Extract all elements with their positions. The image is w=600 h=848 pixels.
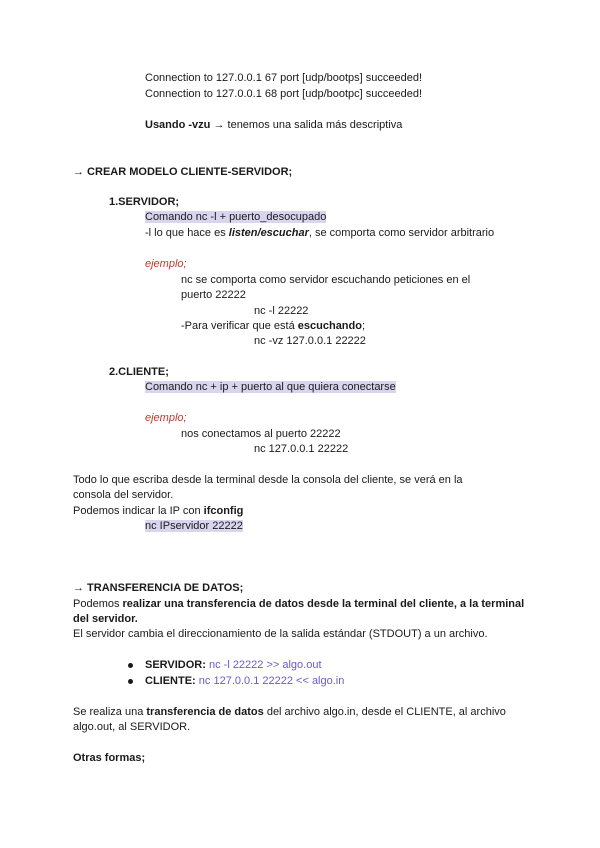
servidor-ejemplo-line-1: nc se comporta como servidor escuchando peticiones en el — [181, 274, 471, 286]
bullet-icon — [128, 679, 133, 684]
usando-vzu-line — [145, 118, 402, 133]
cliente-ejemplo-label: ejemplo; — [145, 412, 187, 424]
otras-formas: Otras formas; — [73, 752, 146, 764]
bullet-cliente-label: CLIENTE: — [145, 675, 196, 687]
transfer-p3-pre: Se realiza una — [73, 706, 147, 718]
verify-post: ; — [361, 320, 366, 332]
cliente-comando — [145, 380, 396, 395]
servidor-comando — [145, 210, 326, 225]
servidor-ejemplo-line-2: puerto 22222 — [181, 289, 246, 301]
bullet-cliente-cmd: nc 127.0.0.1 22222 << algo.in — [195, 675, 345, 687]
transfer-paragraph-1a — [73, 597, 524, 612]
verify-pre: -Para verificar que está — [181, 320, 298, 332]
verify-bold: escuchando — [297, 320, 362, 332]
output-line-1: Connection to 127.0.0.1 67 port [udp/bootps] succeeded! — [145, 72, 423, 84]
section-heading-transferencia: → TRANSFERENCIA DE DATOS; — [73, 582, 244, 594]
transfer-p3-post: del archivo algo.in, desde el CLIENTE, al archivo — [263, 706, 506, 718]
cliente-title: 2.CLIENTE; — [109, 366, 169, 378]
servidor-ejemplo-cmd-1: nc -l 22222 — [254, 305, 309, 317]
bullet-servidor — [145, 658, 322, 673]
servidor-desc-post: , se comporta como servidor arbitrario — [308, 227, 495, 239]
transfer-p1-bold-a: realizar una transferencia de datos desde la terminal del cliente, a la terminal — [122, 598, 525, 610]
servidor-desc-pre: -l lo que hace es — [145, 227, 229, 239]
bullet-servidor-cmd: nc -l 22222 >> algo.out — [205, 659, 322, 671]
servidor-title: 1.SERVIDOR; — [109, 196, 180, 208]
usando-vzu-rest: → tenemos una salida más descriptiva — [210, 119, 403, 131]
transfer-paragraph-3a — [73, 705, 506, 720]
transfer-paragraph-1b: del servidor. — [73, 613, 138, 625]
paragraph-consola-2: consola del servidor. — [73, 489, 174, 501]
ip-pre: Podemos indicar la IP con — [73, 505, 204, 517]
bullet-servidor-label: SERVIDOR: — [145, 659, 206, 671]
servidor-comando-text: Comando nc -l + puerto_desocupado — [145, 211, 327, 223]
servidor-ejemplo-cmd-2: nc -vz 127.0.0.1 22222 — [254, 335, 366, 347]
servidor-descripcion — [145, 226, 494, 241]
usando-vzu-bold: Usando -vzu — [145, 119, 211, 131]
cliente-ejemplo-cmd: nc 127.0.0.1 22222 — [254, 443, 349, 455]
cliente-comando-text: Comando nc + ip + puerto al que quiera conectarse — [145, 381, 396, 393]
servidor-desc-bold: listen/escuchar — [228, 227, 309, 239]
ip-cmd-text: nc IPservidor 22222 — [145, 520, 243, 532]
output-line-2: Connection to 127.0.0.1 68 port [udp/bootpc] succeeded! — [145, 88, 423, 100]
section-heading-cliente-servidor: → CREAR MODELO CLIENTE-SERVIDOR; — [73, 166, 293, 178]
bullet-icon — [128, 663, 133, 668]
cliente-ejemplo-line-1: nos conectamos al puerto 22222 — [181, 428, 341, 440]
servidor-ejemplo-label: ejemplo; — [145, 258, 187, 270]
transfer-paragraph-2: El servidor cambia el direccionamiento de la salida estándar (STDOUT) a un archivo. — [73, 628, 488, 640]
paragraph-consola-1: Todo lo que escriba desde la terminal desde la consola del cliente, se verá en la — [73, 474, 463, 486]
transfer-paragraph-3b: algo.out, al SERVIDOR. — [73, 721, 191, 733]
ip-cmd — [145, 519, 243, 534]
ip-bold: ifconfig — [203, 505, 244, 517]
bullet-cliente — [145, 674, 344, 689]
ip-line — [73, 504, 243, 519]
transfer-p3-bold: transferencia de datos — [146, 706, 264, 718]
transfer-p1-pre: Podemos — [73, 598, 123, 610]
servidor-verificar-line — [181, 319, 365, 334]
